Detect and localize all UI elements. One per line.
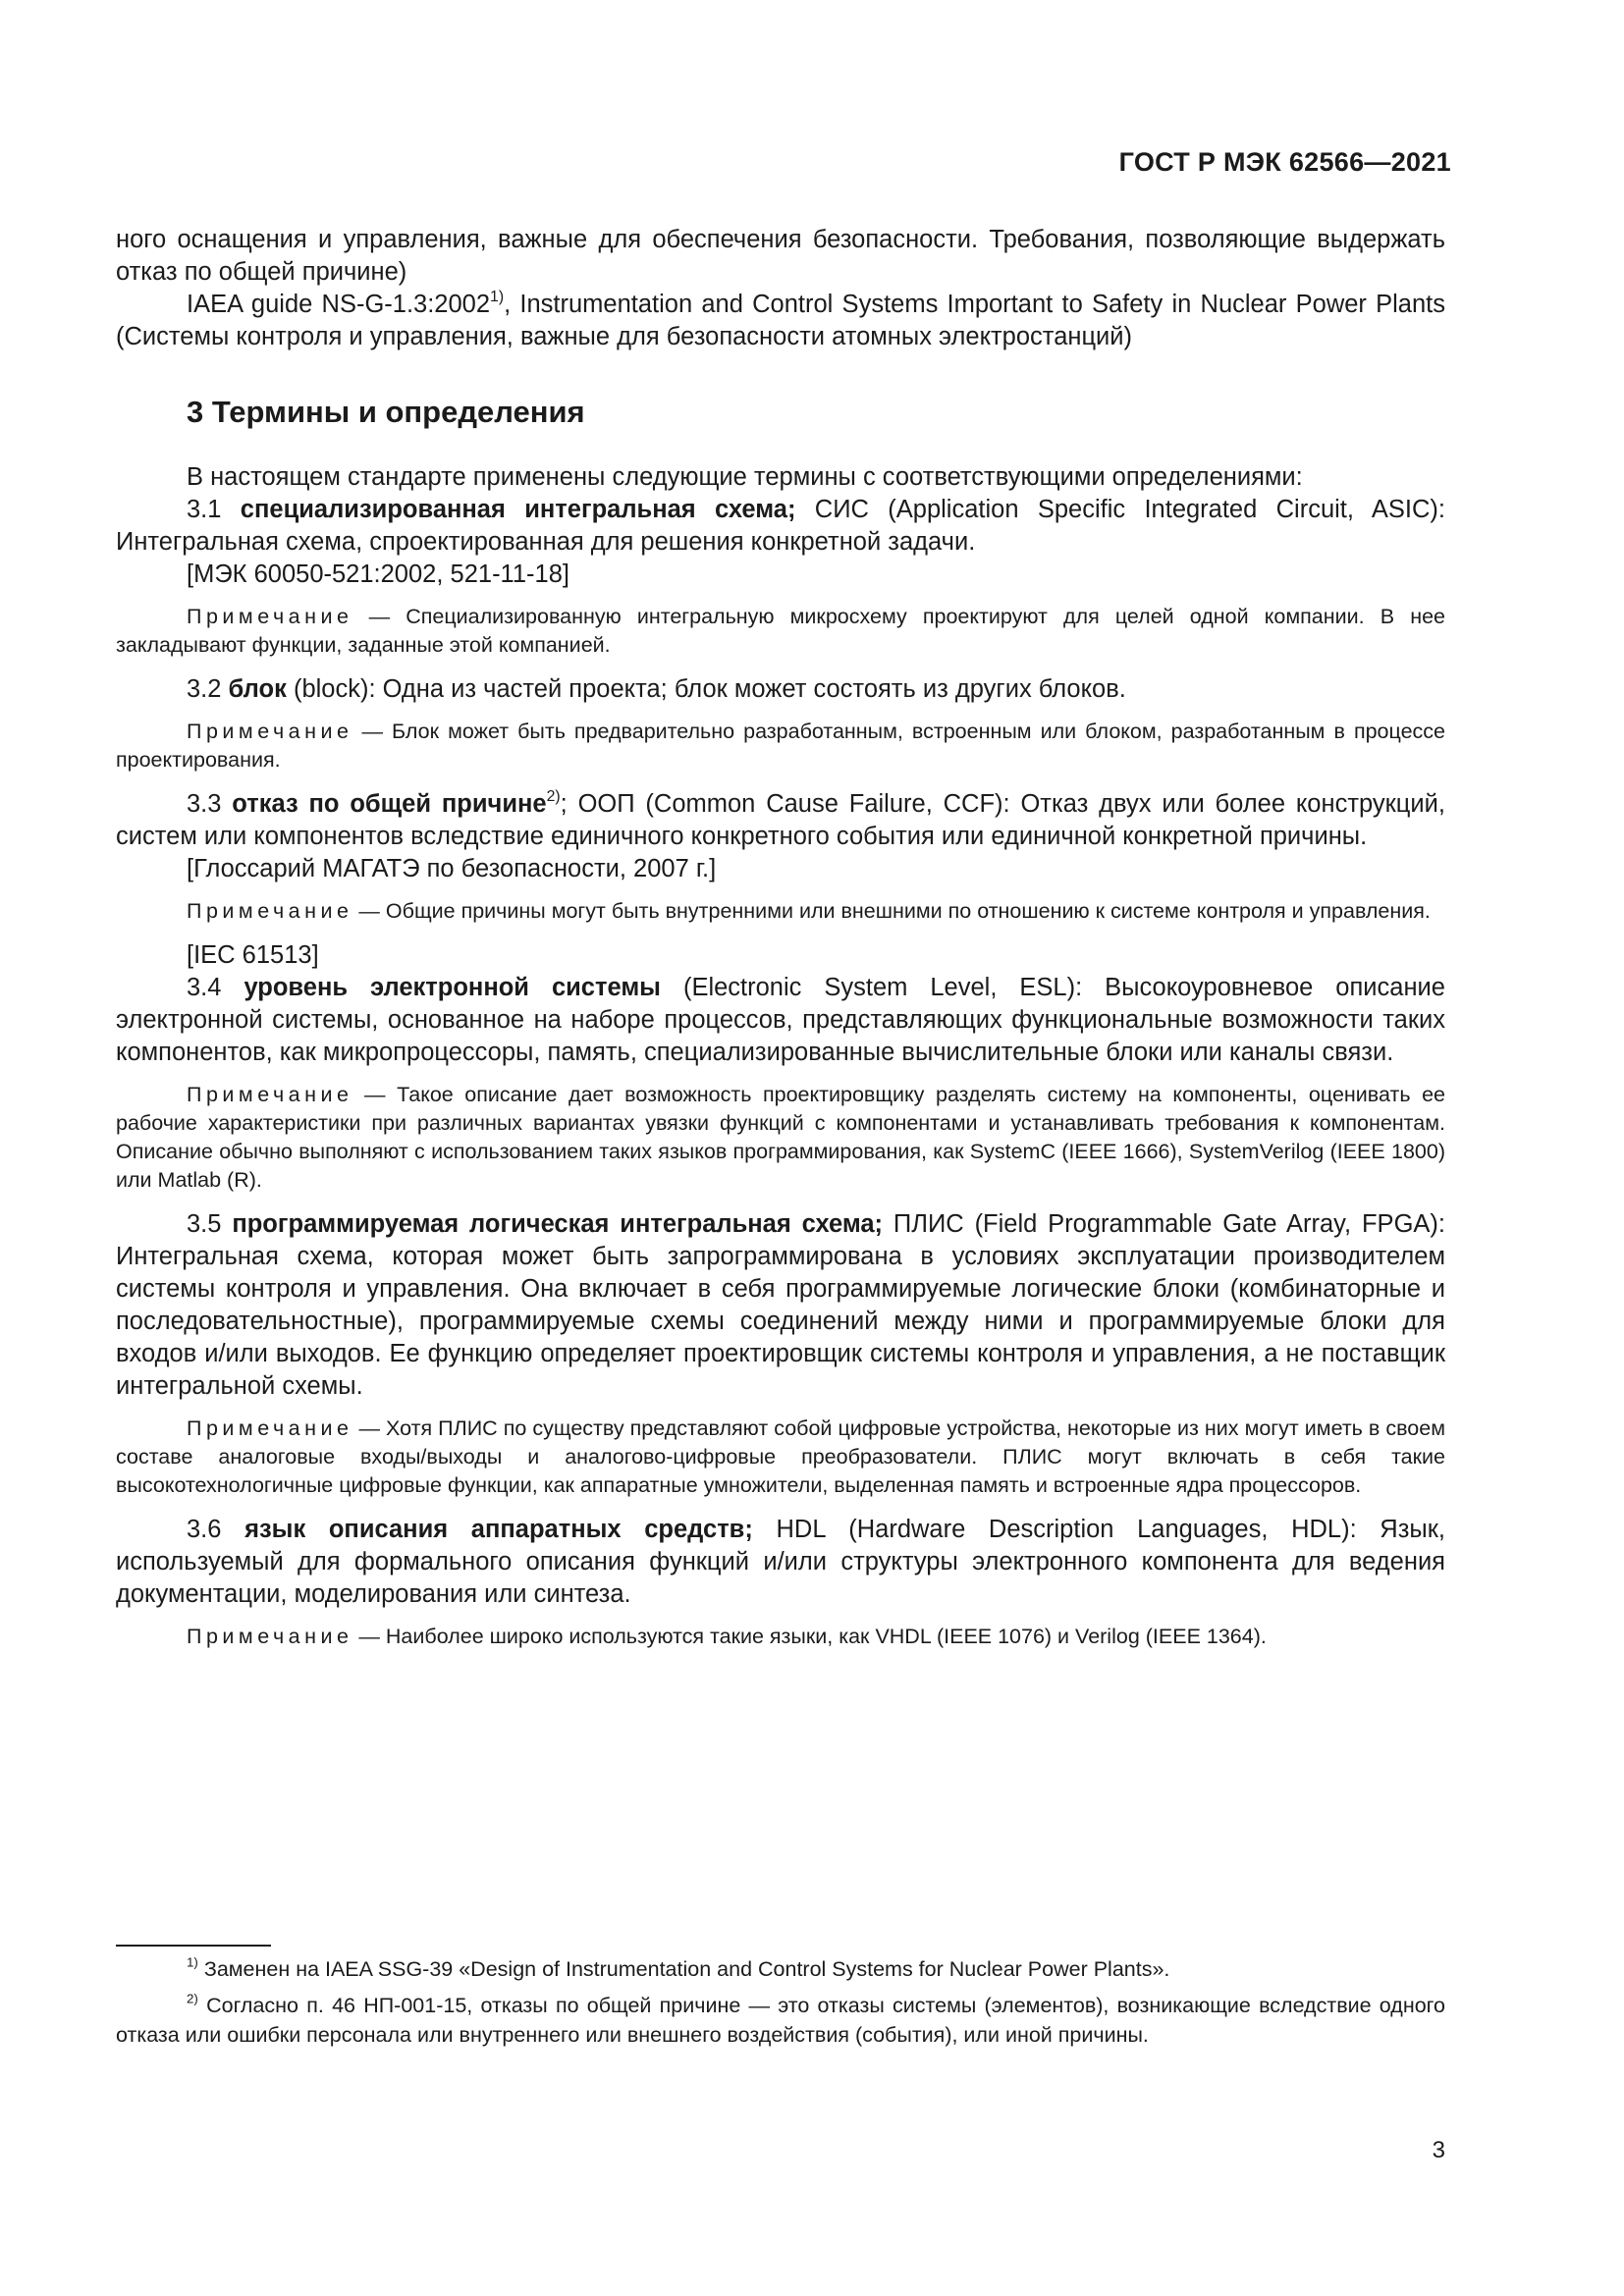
term-3-1 <box>116 494 1445 559</box>
term-name: уровень электронной системы <box>244 974 661 1001</box>
standard-header: ГОСТ Р МЭК 62566—2021 <box>1118 147 1451 177</box>
term-3-5 <box>116 1208 1445 1403</box>
term-definition: HDL (Hardware Description Languages, HDL): Язык, используемый для формального описания функций и/или структуры электронного компонента для ведения документации, моделирования или синтеза. <box>116 1516 1445 1608</box>
footnote-ref-1: 1) <box>490 288 505 305</box>
note-text: — Общие причины могут быть внутренними или внешними по отношению к системе контроля и управления. <box>352 899 1431 923</box>
section-title: 3 Термины и определения <box>187 395 585 429</box>
section-intro: В настоящем стандарте применены следующие термины с соответствующими определениями: <box>187 463 1303 491</box>
footnote-text: Заменен на IAEA SSG-39 «Design of Instrumentation and Control Systems for Nuclear Power Plants». <box>197 1957 1170 1981</box>
term-note <box>116 718 1445 774</box>
term-reference: [IEC 61513] <box>187 941 319 969</box>
footnote-mark: 2) <box>187 1991 198 2006</box>
note-text: — Специализированную интегральную микросхему проектируют для целей одной компании. В нее закладывают функции, заданные этой компанией. <box>116 605 1445 657</box>
note-label: Примечание <box>187 1416 353 1440</box>
term-number: 3.4 <box>187 974 244 1001</box>
note-label: Примечание <box>187 1625 353 1648</box>
iaea-ref-main: IAEA guide NS-G-1.3:2002 <box>187 291 491 318</box>
term-definition: (block): Одна из частей проекта; блок может состоять из других блоков. <box>286 675 1126 703</box>
term-3-3 <box>116 788 1445 853</box>
term-name: отказ по общей причине <box>232 790 547 818</box>
footnote-1 <box>116 1954 1445 1984</box>
term-name: язык описания аппаратных средств; <box>244 1516 753 1543</box>
footnote-2 <box>116 1991 1445 2050</box>
term-note <box>116 1081 1445 1195</box>
term-definition: (Electronic System Level, ESL): Высокоуровневое описание электронной системы, основанное на наборе процессов, представляющих функциональные возможности таких компонентов, как микропроцессоры, память, специализированные вычислительные блоки или каналы связи. <box>116 974 1445 1066</box>
page-number: 3 <box>1432 2137 1445 2163</box>
term-source: [Глоссарий МАГАТЭ по безопасности, 2007 г.] <box>187 855 717 882</box>
iaea-ref-rest: , Instrumentation and Control Systems Important to Safety in Nuclear Power Plants (Системы контроля и управления, важные для безопасности атомных электростанций) <box>116 291 1445 350</box>
intro-continuation: ного оснащения и управления, важные для обеспечения безопасности. Требования, позволяющие выдержать отказ по общей причине) <box>116 226 1445 286</box>
note-text: — Хотя ПЛИС по существу представляют собой цифровые устройства, некоторые из них могут иметь в своем составе аналоговые входы/выходы и аналогово-цифровые преобразователи. ПЛИС могут включать в себя такие высокотехнологичные цифровые функции, как аппаратные умножители, выделенная память и встроенные ядра процессоров. <box>116 1416 1445 1497</box>
term-name: программируемая логическая интегральная схема; <box>232 1210 884 1238</box>
note-text: — Наиболее широко используются такие языки, как VHDL (IEEE 1076) и Verilog (IEEE 1364). <box>352 1625 1267 1648</box>
term-number: 3.2 <box>187 675 229 703</box>
term-name: блок <box>228 675 287 703</box>
note-label: Примечание <box>187 605 353 628</box>
footnotes <box>116 1954 1445 2056</box>
term-name: специализированная интегральная схема; <box>240 496 796 523</box>
term-note <box>116 1623 1445 1651</box>
footnote-mark: 1) <box>187 1954 198 1970</box>
footnote-ref-2: 2) <box>546 787 561 805</box>
term-3-6 <box>116 1514 1445 1611</box>
page-content <box>116 224 1445 1651</box>
footnote-divider <box>116 1945 271 1947</box>
term-3-2 <box>116 673 1445 706</box>
term-3-4 <box>116 972 1445 1069</box>
term-source: [МЭК 60050-521:2002, 521-11-18] <box>187 561 569 588</box>
note-text: — Блок может быть предварительно разработанным, встроенным или блоком, разработанным в процессе проектирования. <box>116 720 1445 772</box>
term-note <box>116 603 1445 660</box>
term-number: 3.6 <box>187 1516 245 1543</box>
note-label: Примечание <box>187 720 353 743</box>
term-note <box>116 1415 1445 1500</box>
footnote-text: Согласно п. 46 НП-001-15, отказы по общей причине — это отказы системы (элементов), возникающие вследствие одного отказа или ошибки персонала или внутреннего или внешнего воздействия (события), или иной причины. <box>116 1994 1445 2047</box>
term-definition: ; ООП (Common Cause Failure, CCF): Отказ двух или более конструкций, систем или компонентов вследствие единичного конкретного события или единичной конкретной причины. <box>116 790 1445 850</box>
term-number: 3.5 <box>187 1210 233 1238</box>
note-label: Примечание <box>187 1083 353 1106</box>
iaea-reference <box>116 289 1445 353</box>
note-label: Примечание <box>187 899 353 923</box>
term-note <box>116 897 1445 926</box>
term-number: 3.3 <box>187 790 233 818</box>
note-text: — Такое описание дает возможность проектировщику разделять систему на компоненты, оценивать ее рабочие характеристики при различных вариантах увязки функций с компонентами и устанавливать требования к компонентам. Описание обычно выполняют с использованием таких языков программирования, как SystemC (IEEE 1666), SystemVerilog (IEEE 1800) или Matlab (R). <box>116 1083 1445 1192</box>
term-definition: ПЛИС (Field Programmable Gate Array, FPGA): Интегральная схема, которая может быть запрограммирована в условиях эксплуатации производителем системы контроля и управления. Она включает в себя программируемые логические блоки (комбинаторные и последовательностные), программируемые схемы соединений между ними и программируемые блоки для входов и/или выходов. Ее функцию определяет проектировщик системы контроля и управления, а не поставщик интегральной схемы. <box>116 1210 1445 1400</box>
term-definition: СИС (Application Specific Integrated Circuit, ASIC): Интегральная схема, спроектированная для решения конкретной задачи. <box>116 496 1445 556</box>
term-number: 3.1 <box>187 496 241 523</box>
